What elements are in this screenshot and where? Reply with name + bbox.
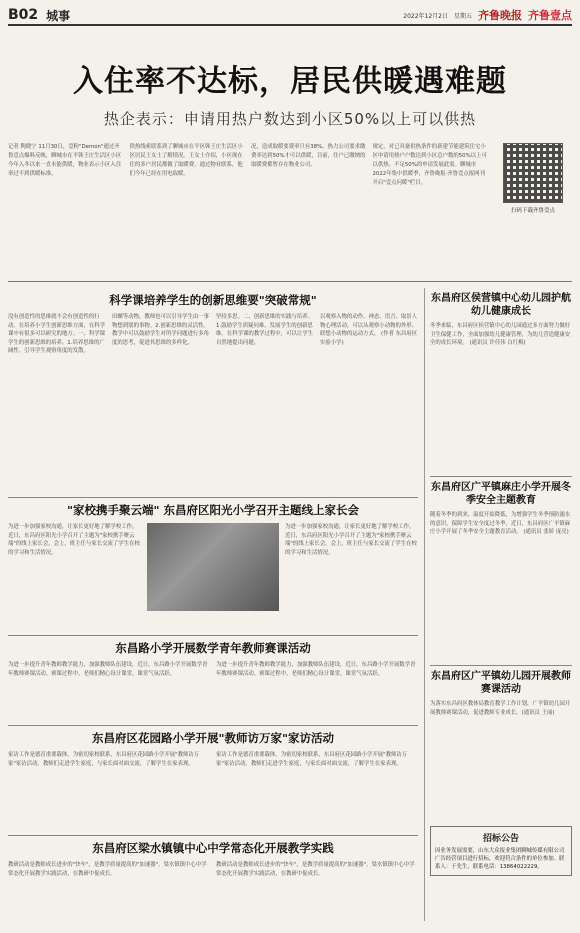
article-4-body: [8, 751, 418, 831]
article-2-photo: [147, 523, 279, 611]
tender-notice: [430, 826, 572, 876]
article-5-text: 教研活动是教师成长进步的"快车"，是教学质量提高的"加速器"。梁水镇镇中心中学常态化开展教学实践活动，在教研中促成长。: [8, 862, 207, 877]
article-1-col-3: 坚持多思。二、创新思维的实践与培养。1.鼓励学生质疑问难，发展学生的创新思维。在科学课的教学过程中，可以让学生自然地提出问题。: [216, 314, 314, 346]
qr-code-icon[interactable]: [503, 143, 563, 203]
section-number: B02: [8, 7, 39, 23]
article-4-text: 家访工作是德育重要载体，为密切家校联系，东昌府区花园路小学开展"教师访万家"家访活动。教师们走进学生家庭，与家长面对面交流，了解学生在家表现。: [8, 752, 200, 767]
section-name: 城事: [46, 8, 71, 23]
article-1-body: [8, 313, 418, 493]
lead-col-2: 供热线索联系到了聊城市在平区韩王庄生活区小区居民王女士了解情况。王女士介绍，小区现在住的多户居民都做了取暖费，通过物业联系，他们今年已经在用电取暖。: [129, 144, 243, 177]
right-article-1-title: 东昌府区侯营镇中心幼儿园护航幼儿健康成长: [431, 293, 571, 317]
divider: [430, 665, 572, 666]
divider: [8, 835, 418, 836]
right-article-2-title: 东昌府区广平镇麻庄小学开展冬季安全主题教育: [431, 482, 571, 506]
qr-block: [494, 143, 572, 281]
main-subhead: 热企表示：申请用热户数达到小区50%以上可以供热: [103, 110, 477, 128]
article-4-title: 东昌府区花园路小学开展"教师访万家"家访活动: [92, 731, 334, 745]
masthead: [8, 6, 572, 26]
qr-caption: 扫码下载齐鲁壹点: [510, 208, 555, 214]
divider: [8, 725, 418, 726]
tender-notice-title: 招标公告: [482, 834, 519, 844]
article-5-text-2: 教研活动是教师成长进步的"快车"，是教学质量提高的"加速器"。梁水镇镇中心中学常态化开展教学实践活动，在教研中促成长。: [216, 862, 415, 877]
issue-weekday: 星期五: [453, 12, 472, 20]
article-3-body: [8, 661, 418, 721]
article-2-text: 为进一步加强家校沟通，让家长更好地了解学校工作，近日，东昌府区阳光小学召开了主题为"家校携手聚云端"的线上家长会。会上，班主任与家长交流了学生在校的学习和生活情况。: [8, 524, 140, 556]
divider: [8, 497, 418, 498]
brand-logo: 齐鲁晚报: [478, 9, 522, 22]
right-article-2-text: 随着冬季的到来，温度开始降低，为增强学生冬季预防溺水的意识，保障学生安全度过冬季，近日，东昌府区广平镇麻庄小学开展了冬季安全主题教育活动。 (通讯员 张娇 庞亮): [430, 512, 571, 536]
tender-notice-text: 因业务发展需要，山东大众报业集团聊城传媒有限公司广告经营项目进行招标，欢迎符合条件的单位参加。联系人：于先生，联系电话：13864022229。: [435, 848, 565, 870]
masthead-right: [403, 7, 572, 23]
article-1-col-2: 田螺等动物，教师也可以引导学生由一事物想到别的事物。2.创新思维的灵活性。教学中可以鼓励学生对所学问题进行多角度的思考，促进其思维的多样化。: [112, 314, 210, 346]
left-column: [8, 288, 418, 921]
article-2-body: [8, 523, 418, 631]
article-2-text-2: 为进一步加强家校沟通，让家长更好地了解学校工作，近日，东昌府区阳光小学召开了主题为"家校携手聚云端"的线上家长会。会上，班主任与家长交流了学生在校的学习和生活情况。: [285, 524, 417, 556]
lead-article: [8, 143, 572, 281]
article-1-title: 科学课培养学生的创新思维要"突破常规": [109, 293, 317, 307]
right-column: [424, 288, 572, 921]
right-article-3-text: 为落实东昌府区教体局教育教学工作计划，广平镇幼儿园开展教师赛课活动，促进教师专业成长。(通讯员 王丽): [430, 701, 571, 716]
lead-col-4: 规定，对已具备供热条件的新建节能建筑住宅小区申请用热户户数达到小区总户数的50%以上可以供热。不足50%的申请发展此需。聊城市2022年集中供暖季，齐鲁晚报·齐鲁壹点报网刊开启"壹点问暖"栏目。: [372, 144, 487, 186]
brand2-logo: 齐鲁壹点: [528, 9, 572, 22]
lead-col-1: 记者 陶晓宁 11月30日，壹粉"Demon"通过齐鲁壹点爆料反映，聊城市在平韩王庄生活区小区今年入冬以来一直未能供暖，物业表示小区入住率过不到供暖标准。: [8, 144, 122, 177]
article-1-col-4: 以观察入物的动作、神态、语言、取景人物心理活动。可以从观察小动物的外形、联想小动物的运动方式。 (作者 东昌府区实验小学): [320, 314, 418, 346]
article-5-body: [8, 861, 418, 921]
right-article-3-title: 东昌府区广平镇幼儿园开展教师赛课活动: [431, 671, 571, 695]
article-1-col-1: 没有创造性的思维就不会有创造性的行动。在培养小学生创新思维方面，在科学课中有很多可以研究的地方。一、科学课学生的创新思维的培养。1.培养思维的广阔性。引导学生观察角度的发散。: [8, 314, 106, 355]
issue-date: 2022年12月2日: [403, 12, 448, 20]
main-body: [8, 288, 572, 921]
article-5-title: 东昌府区梁水镇镇中心中学常态化开展教学实践: [92, 841, 334, 855]
article-4-text-2: 家访工作是德育重要载体，为密切家校联系，东昌府区花园路小学开展"教师访万家"家访活动。教师们走进学生家庭，与家长面对面交流，了解学生在家表现。: [216, 752, 408, 767]
article-3-text-2: 为进一步提升青年教师教学能力，加强教师队伍建设，近日，东昌路小学开展数学青年教师赛课活动。赛课过程中，老师们精心设计课堂，课堂气氛活跃。: [216, 662, 416, 677]
divider: [8, 635, 418, 636]
main-headline: 入住率不达标，居民供暖遇难题: [73, 64, 507, 99]
lead-col-3: 况，造成取暖要费率只有38%。热力公司要求缴费率达到50%才可以供暖，目前，住户已缴纳的取暖费都暂存在物业公司。: [251, 144, 366, 168]
article-3-title: 东昌路小学开展数学青年教师赛课活动: [115, 641, 311, 655]
article-2-title: "家校携手聚云端" 东昌府区阳光小学召开主题线上家长会: [67, 503, 359, 517]
divider: [430, 476, 572, 477]
article-3-text: 为进一步提升青年教师教学能力，加强教师队伍建设，近日，东昌路小学开展数学青年教师赛课活动。赛课过程中，老师们精心设计课堂，课堂气氛活跃。: [8, 662, 208, 677]
divider: [8, 281, 572, 282]
right-article-1-text: 冬季来临，东昌府区侯营镇中心幼儿园通过多方面努力做好卫生保健工作，全面加强幼儿健康管理，为幼儿营造健康安全的成长环境。 (通讯员 许佳伟 白红梅): [430, 323, 571, 347]
